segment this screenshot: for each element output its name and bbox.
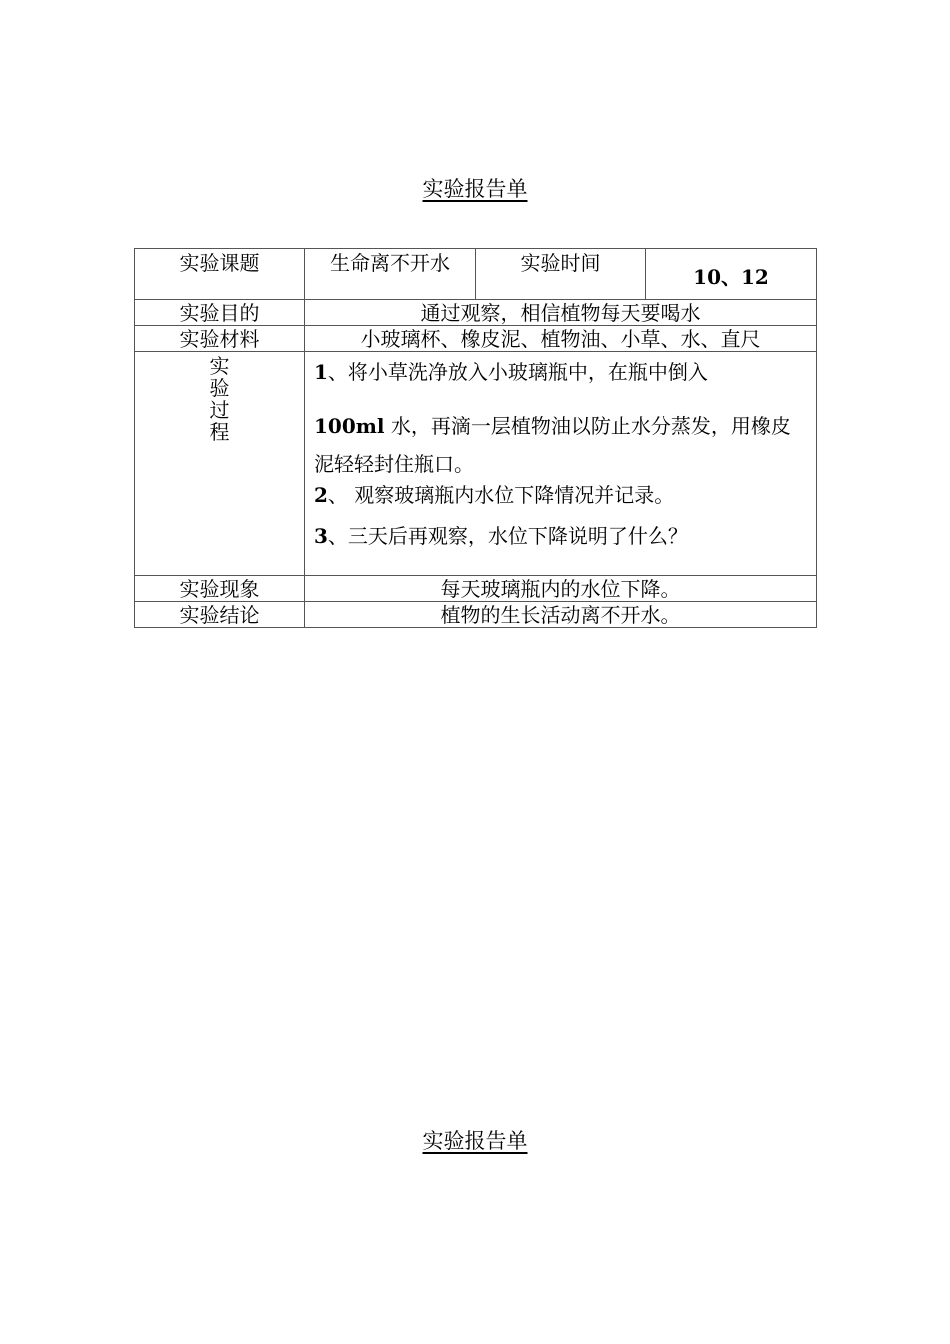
process-label bbox=[135, 352, 305, 576]
materials-label: 实验材料 bbox=[135, 326, 305, 352]
process-label-char: 过 bbox=[209, 398, 230, 422]
phenomenon-value: 每天玻璃瓶内的水位下降。 bbox=[305, 576, 817, 602]
time-value: 10、12 bbox=[646, 249, 817, 300]
step-number: 1 bbox=[314, 360, 328, 384]
process-steps bbox=[305, 352, 817, 576]
phenomenon-label: 实验现象 bbox=[135, 576, 305, 602]
report-title-second: 实验报告单 bbox=[422, 1129, 528, 1153]
process-step-1 bbox=[314, 360, 810, 384]
row-phenomenon bbox=[135, 576, 817, 602]
process-step-1-cont bbox=[314, 407, 810, 483]
step-number: 2 bbox=[314, 483, 328, 507]
topic-label: 实验课题 bbox=[135, 249, 305, 300]
step-text: 、 观察玻璃瓶内水位下降情况并记录。 bbox=[327, 483, 675, 507]
process-label-char: 实 bbox=[209, 354, 230, 378]
time-label: 实验时间 bbox=[476, 249, 646, 300]
materials-value: 小玻璃杯、橡皮泥、植物油、小草、水、直尺 bbox=[305, 326, 817, 352]
purpose-label: 实验目的 bbox=[135, 300, 305, 326]
conclusion-label: 实验结论 bbox=[135, 602, 305, 628]
topic-value: 生命离不开水 bbox=[305, 249, 476, 300]
conclusion-value: 植物的生长活动离不开水。 bbox=[305, 602, 817, 628]
row-materials bbox=[135, 326, 817, 352]
row-topic bbox=[135, 249, 817, 300]
row-purpose bbox=[135, 300, 817, 326]
row-process bbox=[135, 352, 817, 576]
purpose-value: 通过观察，相信植物每天要喝水 bbox=[305, 300, 817, 326]
process-label-char: 程 bbox=[209, 420, 230, 444]
step-text: 、三天后再观察，水位下降说明了什么？ bbox=[327, 524, 688, 548]
process-label-char: 验 bbox=[209, 376, 230, 400]
step-amount: 100ml bbox=[314, 414, 385, 438]
process-step-2 bbox=[314, 483, 810, 507]
row-conclusion bbox=[135, 602, 817, 628]
report-title: 实验报告单 bbox=[422, 177, 528, 201]
report-table bbox=[134, 248, 817, 628]
step-text: 水，再滴一层植物油以防止水分蒸发，用橡皮泥轻轻封住瓶口。 bbox=[314, 414, 791, 476]
step-number: 3 bbox=[314, 524, 328, 548]
step-text: 、将小草洗净放入小玻璃瓶中，在瓶中倒入 bbox=[327, 360, 708, 384]
process-step-3 bbox=[314, 524, 810, 548]
